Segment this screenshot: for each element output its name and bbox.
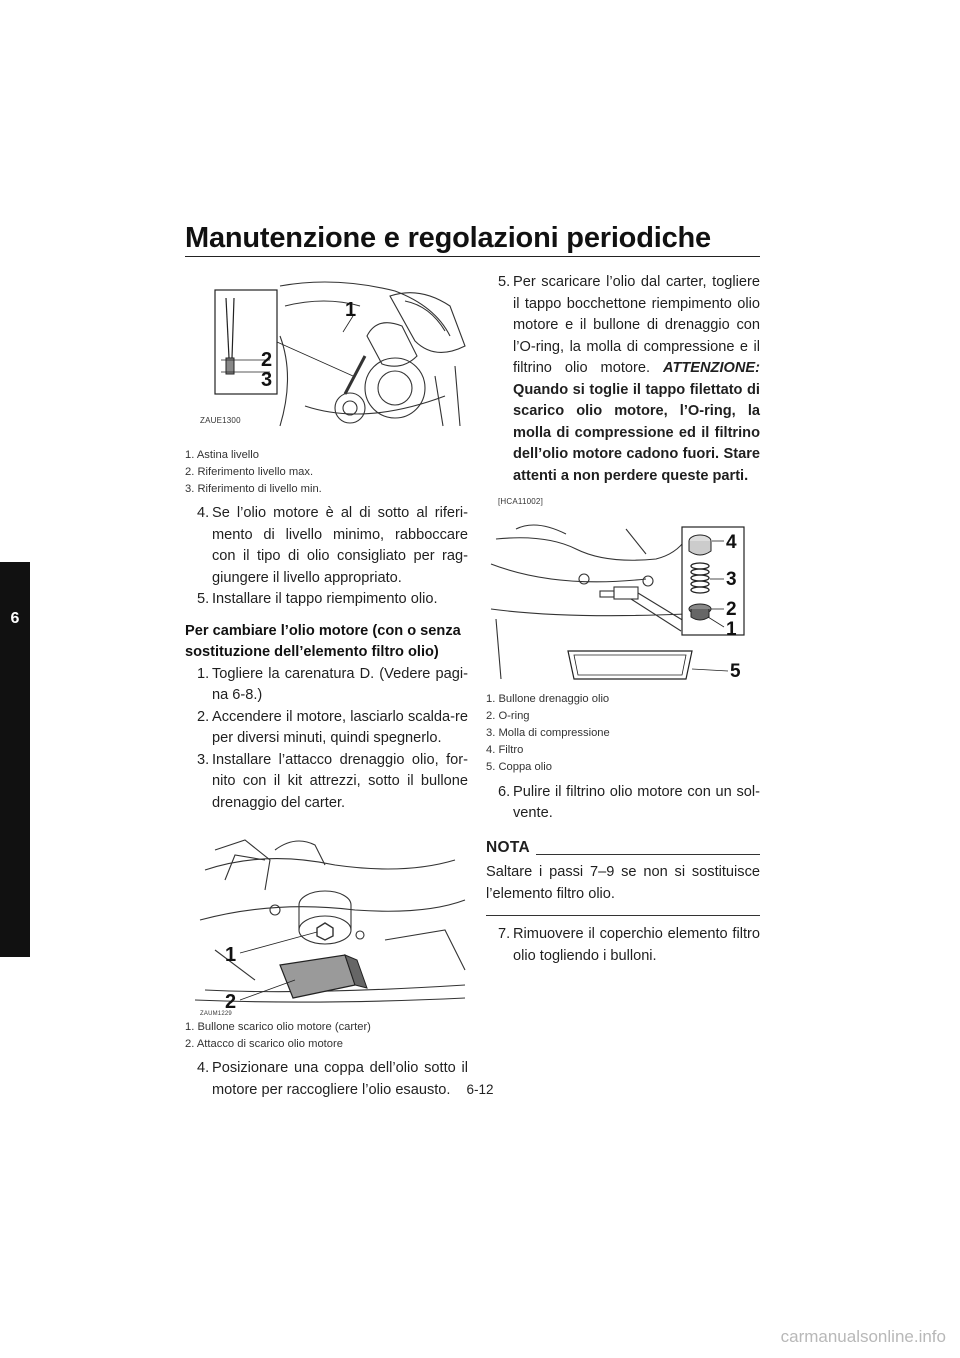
steps-group-b [185, 664, 468, 815]
figure1-callout-2: 2 [261, 349, 273, 371]
caption-item: 2. Attacco di scarico olio motore [185, 1038, 343, 1050]
title-rule [185, 256, 760, 257]
left-column [185, 276, 468, 1101]
step-item: 7. Rimuovere il coperchio elemento filtro olio togliendo i bulloni. [498, 926, 760, 964]
figure3-captions [486, 691, 760, 776]
figure2-code: ZAUM1229 [200, 1011, 232, 1017]
caption-item: 1. Bullone scarico olio motore (carter) [185, 1021, 371, 1033]
caption-item: 2. O-ring [486, 709, 530, 722]
chapter-number: 6 [10, 610, 20, 627]
figure2-callout-1: 1 [225, 944, 237, 966]
drain-bolt-illustration [185, 820, 468, 1015]
warning-label: ATTENZIONE: [662, 360, 760, 376]
figure2-callout-2: 2 [225, 991, 237, 1013]
step-item: 4. Posizionare una coppa dell’olio sotto il motore per raccogliere l’olio esausto. [197, 1060, 468, 1098]
caption-item: 2. Riferimento livello max. [185, 466, 314, 478]
figure-dipstick [185, 276, 468, 441]
caption-item: 4. Filtro [486, 743, 524, 756]
step-item: 1. Togliere la carenatura D. (Vedere pagi-na 6-8.) [197, 665, 468, 703]
warning-text: Quando si toglie il tappo filettato di scarico olio motore, l’O-ring, la molla di compressione ed il filtrino dell’olio motore cadono fuori. Stare attenti a non perdere queste parti. [513, 381, 760, 484]
steps-group-a [185, 503, 468, 611]
section-heading: Per cambiare l’olio motore (con o senza sostituzione dell’elemento filtro olio) [185, 622, 461, 660]
caption-item: 5. Coppa olio [486, 760, 552, 773]
nota-text: Saltare i passi 7–9 se non si sostituisce l’elemento filtro olio. [486, 862, 760, 916]
figure1-callout-1: 1 [345, 299, 357, 321]
step-item: 5. Per scaricare l’olio dal carter, togliere il tappo bocchettone riempimento olio motore e il bullone di drenaggio con l’O-ring, la molla di compressione e il filtrino olio motore. ATTENZIONE: Quando si toglie il tappo filettato di scarico olio motore, l’O-ring, la molla di compressione ed il filtrino dell’olio motore cadono fuori. Stare attenti a non perdere queste parti. [498, 274, 760, 484]
figure3-callout-2: 2 [726, 598, 737, 620]
figure1-code: ZAUE1300 [200, 416, 241, 425]
figure3-callout-3: 3 [726, 568, 737, 590]
nota-label: NOTA [486, 838, 530, 856]
watermark: carmanualsonline.info [780, 1327, 946, 1346]
step-item: 2. Accendere il motore, lasciarlo scalda-re per diversi minuti, quindi spegnerlo. [197, 708, 468, 746]
figure-drain-bolt [185, 820, 468, 1015]
figure3-callout-1: 1 [726, 618, 737, 640]
figure1-captions [185, 447, 468, 498]
step-item: 6. Pulire il filtrino olio motore con un sol-vente. [498, 783, 760, 821]
figure-drain-parts [486, 519, 760, 691]
figure3-callout-4: 4 [726, 531, 737, 553]
nota-header [486, 837, 760, 859]
step-item: 3. Installare l’attacco drenaggio olio, for-nito con il kit attrezzi, sotto il bullone drenaggio del carter. [197, 751, 468, 811]
caption-item: 1. Bullone drenaggio olio [486, 692, 610, 705]
caption-item: 1. Astina livello [185, 449, 260, 461]
figure3-callout-5: 5 [730, 660, 741, 682]
caution-code: [HCA11002] [498, 497, 543, 506]
right-column [486, 272, 760, 967]
caption-item: 3. Riferimento di livello min. [185, 483, 322, 495]
caption-item: 3. Molla di compressione [486, 726, 610, 739]
page-number: 6-12 [466, 1082, 494, 1097]
page-title: Manutenzione e regolazioni periodiche [185, 222, 711, 254]
figure1-callout-3: 3 [261, 369, 273, 391]
nota-box [486, 837, 760, 917]
step-item: 4. Se l’olio motore è al di sotto al riferi-mento di livello minimo, rabboccare con il tipo di olio consigliato per rag-giungere il livello appropriato. [197, 505, 468, 586]
nota-rule [536, 854, 760, 855]
drain-parts-illustration [486, 519, 760, 691]
step-item: 5. Installare il tappo riempimento olio. [197, 591, 438, 607]
